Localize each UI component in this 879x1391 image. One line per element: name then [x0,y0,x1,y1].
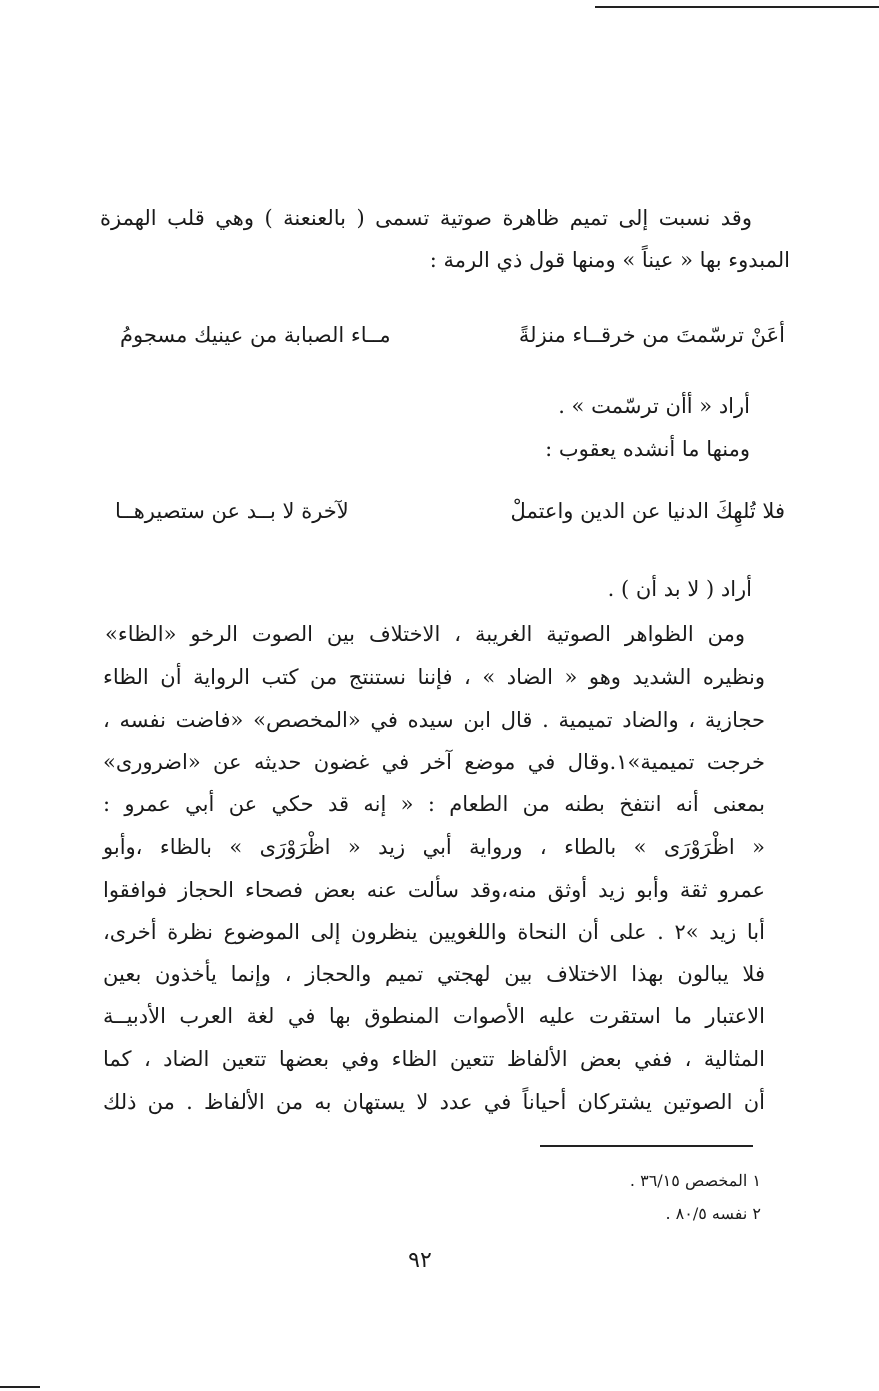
body-line-3: أراد « أأن ترسّمت » . [558,394,750,418]
body-line-5: أراد ( لا بد أن ) . [607,577,752,601]
verse-1-first-hemistich: أعَنْ ترسّمتَ من خرقــاء منزلةً [518,323,785,347]
footnote-1: ١ المخصص ٣٦/١٥ . [629,1171,761,1190]
paragraph-line-2: ونظيره الشديد وهو « الضاد » ، فإننا نستنتج من كتب الرواية أن الظاء [103,665,765,689]
paragraph-line-10: الاعتبار ما استقرت عليه الأصوات المنطوق بها في لغة العرب الأدبيــة [103,1004,765,1028]
paragraph-line-9: فلا يبالون بهذا الاختلاف بين لهجتي تميم والحجاز ، وإنما يأخذون بعين [103,962,765,986]
paragraph-line-7: عمرو ثقة وأبو زيد أوثق منه،وقد سألت عنه بعض فصحاء الحجاز فوافقوا [103,878,765,902]
verse-2-second-hemistich: لآخرة لا بــد عن ستصيرهــا [115,499,349,523]
body-line-4: ومنها ما أنشده يعقوب : [545,437,750,461]
paragraph-line-11: المثالية ، ففي بعض الألفاظ تتعين الظاء وفي بعضها تتعين الضاد ، كما [103,1047,765,1071]
page-number: ٩٢ [408,1248,432,1273]
poem-verse-1 [120,320,785,350]
paragraph-line-4: خرجت تميمية»١.وقال في موضع آخر في غضون حديثه عن «اضرورى» [103,750,765,774]
bottom-border-line [0,1386,40,1388]
body-line-2: المبدوء بها « عيناً » ومنها قول ذي الرمة : [429,248,790,272]
body-line-1: وقد نسبت إلى تميم ظاهرة صوتية تسمى ( بالعنعنة ) وهي قلب الهمزة [100,206,752,230]
paragraph-line-1: ومن الظواهر الصوتية الغريبة ، الاختلاف بين الصوت الرخو «الظاء» [105,622,745,646]
paragraph-line-5: بمعنى أنه انتفخ بطنه من الطعام : « إنه قد حكي عن أبي عمرو : [103,792,765,816]
paragraph-line-12: أن الصوتين يشتركان أحياناً في عدد لا يستهان به من الألفاظ . من ذلك [103,1090,765,1114]
paragraph-line-6: « اظْرَوْرَى » بالطاء ، ورواية أبي زيد « اظْرَوْرَى » بالظاء ،وأبو [103,835,765,859]
verse-1-second-hemistich: مــاء الصبابة من عينيك مسجومُ [120,323,391,347]
footnote-2: ٢ نفسه ٨٠/٥ . [665,1204,761,1223]
paragraph-line-3: حجازية ، والضاد تميمية . قال ابن سيده في «المخصص» «فاضت نفسه ، [103,708,765,732]
footnote-separator [540,1145,753,1147]
top-border-line [595,6,879,8]
verse-2-first-hemistich: فلا تُلهِكَ الدنيا عن الدين واعتملْ [510,499,785,523]
paragraph-line-8: أبا زيد »٢ . على أن النحاة واللغويين ينظرون إلى الموضوع نظرة أخرى، [103,920,765,944]
poem-verse-2 [115,496,785,526]
